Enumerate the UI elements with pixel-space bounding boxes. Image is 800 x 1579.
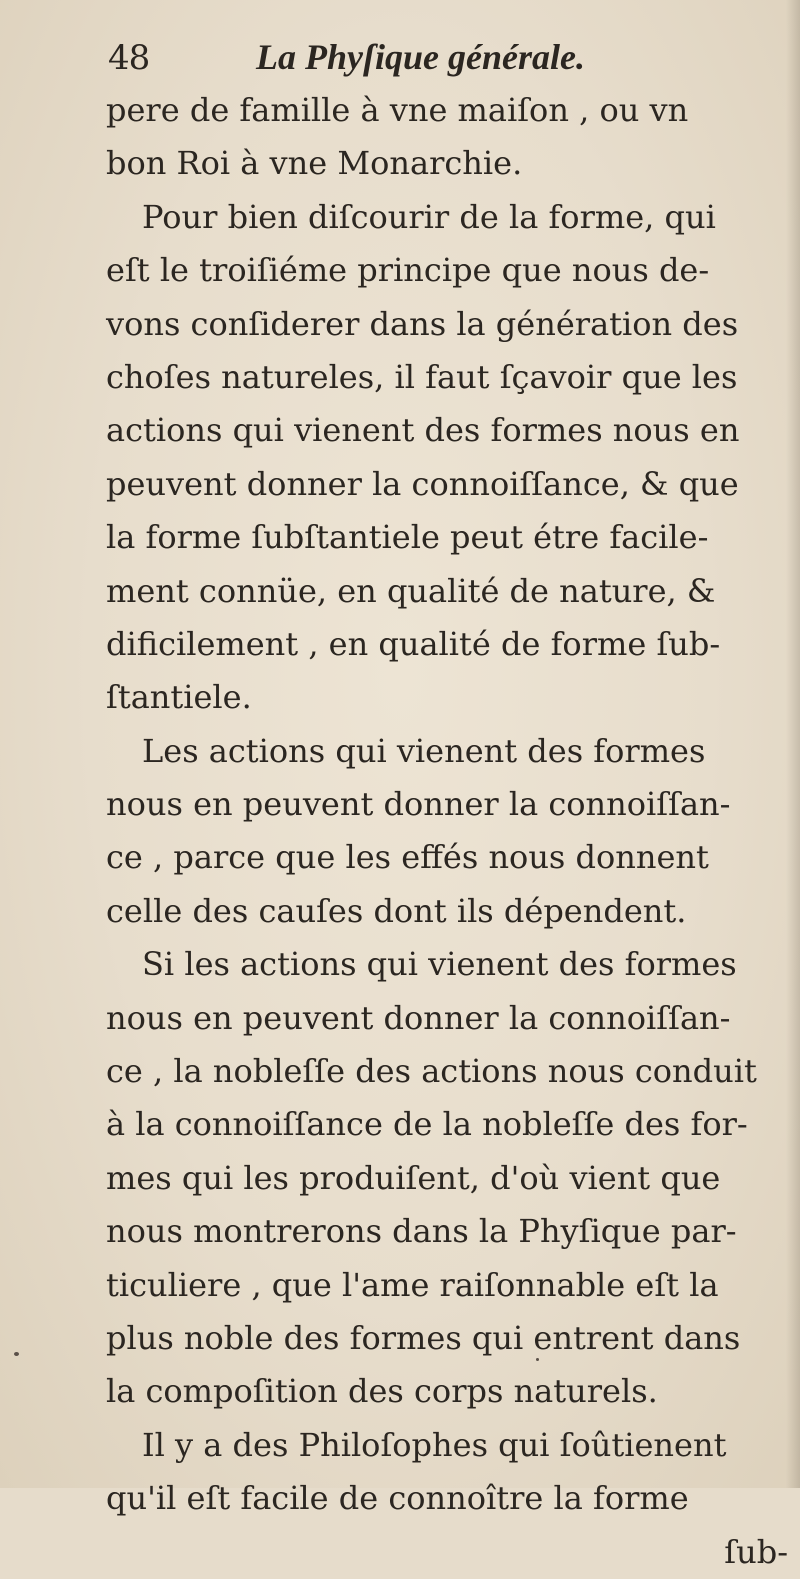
text-line: ce , la nobleſſe des actions nous conduit bbox=[106, 1052, 757, 1091]
text-line: choſes natureles, il faut ſçavoir que les bbox=[106, 357, 738, 396]
text-line: actions qui vienent des formes nous en bbox=[106, 411, 740, 450]
text-line: à la connoiſſance de la nobleſſe des for- bbox=[106, 1105, 748, 1144]
page-number: 48 bbox=[108, 38, 150, 78]
text-line: ticuliere , que l'ame raiſonnable eſt la bbox=[106, 1265, 719, 1304]
text-line: plus noble des formes qui entrent dans bbox=[106, 1318, 741, 1357]
text-line: Si les actions qui vienent des formes bbox=[142, 945, 737, 984]
text-line: ce , parce que les effés nous donnent bbox=[106, 838, 709, 877]
ink-speck bbox=[536, 1358, 539, 1361]
text-line: bon Roi à vne Monarchie. bbox=[106, 144, 523, 183]
text-line: peuvent donner la connoiſſance, & que bbox=[106, 464, 739, 503]
text-line: mes qui les produiſent, d'où vient que bbox=[106, 1158, 721, 1197]
text-line: qu'il eſt facile de connoître la forme bbox=[106, 1479, 689, 1518]
text-line: celle des cauſes dont ils dépendent. bbox=[106, 891, 687, 930]
text-line: nous en peuvent donner la connoiſſan- bbox=[106, 998, 731, 1037]
text-line: nous en peuvent donner la connoiſſan- bbox=[106, 785, 731, 824]
running-head: La Phyſique générale. bbox=[256, 37, 585, 77]
text-line: ment connüe, en qualité de nature, & bbox=[106, 571, 716, 610]
page-header bbox=[108, 36, 748, 90]
text-line: la compoſition des corps naturels. bbox=[106, 1372, 658, 1411]
text-line: dificilement , en qualité de forme ſub- bbox=[106, 624, 721, 663]
text-line: Pour bien diſcourir de la forme, qui bbox=[142, 197, 716, 236]
text-line: Les actions qui vienent des formes bbox=[142, 731, 706, 770]
text-line: ſtantiele. bbox=[106, 678, 252, 717]
catchword: ſub- bbox=[724, 1532, 788, 1571]
text-line: eſt le troiſiéme principe que nous de- bbox=[106, 251, 710, 290]
text-line: la forme ſubſtantiele peut étre facile- bbox=[106, 518, 709, 557]
text-line: pere de famille à vne maiſon , ou vn bbox=[106, 91, 689, 129]
text-line: vons conſiderer dans la génération des bbox=[106, 304, 739, 343]
text-line: Il y a des Philoſophes qui ſoûtienent bbox=[142, 1425, 727, 1464]
text-line: nous montrerons dans la Phyſique par- bbox=[106, 1212, 737, 1251]
ink-speck bbox=[14, 1352, 19, 1356]
body-text bbox=[106, 84, 796, 1579]
